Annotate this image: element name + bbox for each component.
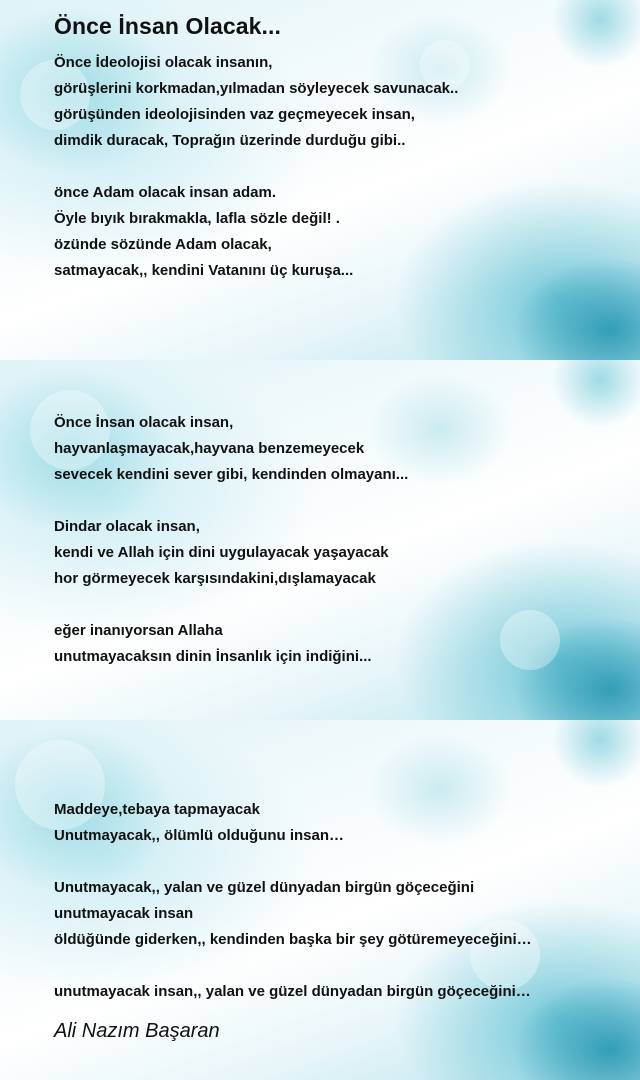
bokeh-decoration bbox=[500, 610, 560, 670]
poem-line: öldüğünde giderken,, kendinden başka bir şey götüremeyeceğini… bbox=[54, 931, 532, 948]
stanza-gap bbox=[54, 488, 408, 514]
stanza-gap bbox=[54, 849, 532, 875]
poem-line: unutmayacak insan,, yalan ve güzel dünyadan birgün göçeceğini… bbox=[54, 983, 531, 1000]
poem-line: kendi ve Allah için dini uygulayacak yaşayacak bbox=[54, 544, 389, 561]
poem-line: dimdik duracak, Toprağın üzerinde durduğu gibi.. bbox=[54, 132, 406, 149]
poem-line: unutmayacak insan bbox=[54, 905, 194, 922]
poem-line: satmayacak,, kendini Vatanını üç kuruşa... bbox=[54, 262, 354, 279]
poem-panel-1 bbox=[0, 0, 640, 360]
poem-line: unutmayacaksın dinin İnsanlık için indiğini... bbox=[54, 648, 372, 665]
poem-panel-2 bbox=[0, 360, 640, 720]
poem-line: hayvanlaşmayacak,hayvana benzemeyecek bbox=[54, 440, 365, 457]
poem-line: Öyle bıyık bırakmakla, lafla sözle değil! . bbox=[54, 210, 340, 227]
poem-lines bbox=[54, 50, 458, 284]
author-signature: Ali Nazım Başaran bbox=[54, 1020, 220, 1042]
poem-line: Dindar olacak insan, bbox=[54, 518, 200, 535]
stanza-gap bbox=[54, 154, 458, 180]
poem-title: Önce İnsan Olacak... bbox=[54, 13, 281, 39]
poem-line: önce Adam olacak insan adam. bbox=[54, 184, 277, 201]
stanza-gap bbox=[54, 592, 408, 618]
poem-line: eğer inanıyorsan Allaha bbox=[54, 622, 223, 639]
poem-line: Önce İnsan olacak insan, bbox=[54, 414, 234, 431]
poem-line: Maddeye,tebaya tapmayacak bbox=[54, 801, 260, 818]
poem-line: özünde sözünde Adam olacak, bbox=[54, 236, 272, 253]
poem-line: Önce İdeolojisi olacak insanın, bbox=[54, 54, 273, 71]
poem-line: sevecek kendini sever gibi, kendinden olmayanı... bbox=[54, 466, 409, 483]
poem-line: Unutmayacak,, yalan ve güzel dünyadan birgün göçeceğini bbox=[54, 879, 475, 896]
poem-line: hor görmeyecek karşısındakini,dışlamayacak bbox=[54, 570, 376, 587]
poem-line: Unutmayacak,, ölümlü olduğunu insan… bbox=[54, 827, 345, 844]
poem-lines bbox=[54, 797, 532, 1005]
poem-panel-3 bbox=[0, 720, 640, 1080]
poem-line: görüşlerini korkmadan,yılmadan söyleyecek savunacak.. bbox=[54, 80, 459, 97]
poem-line: görüşünden ideolojisinden vaz geçmeyecek insan, bbox=[54, 106, 415, 123]
poem-lines bbox=[54, 410, 408, 670]
stanza-gap bbox=[54, 953, 532, 979]
